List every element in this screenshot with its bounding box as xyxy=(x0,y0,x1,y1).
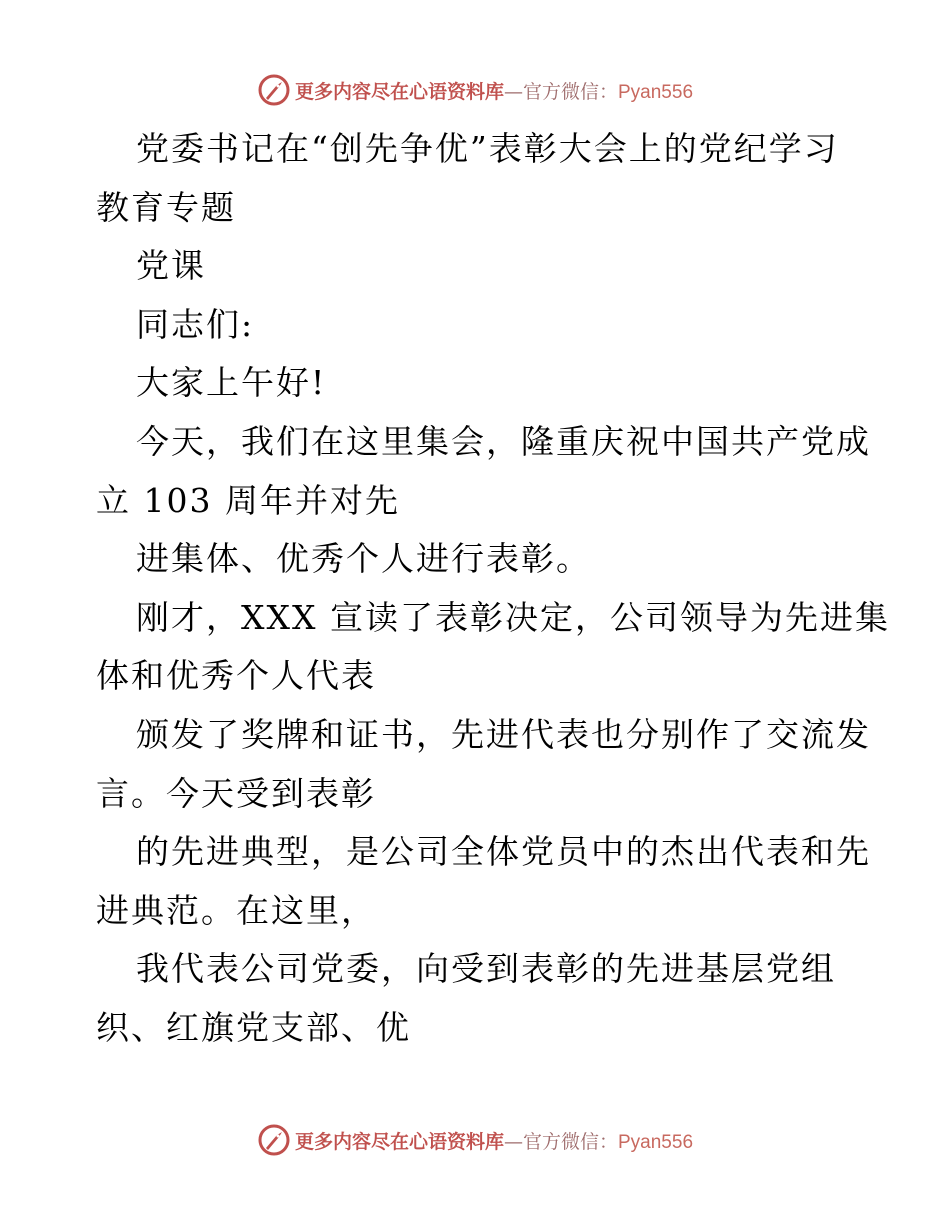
body-line: 立 103 周年并对先 xyxy=(96,480,400,520)
footer-banner-wechat-id: Pyan556 xyxy=(618,1131,694,1153)
body-line: 进集体、优秀个人进行表彰。 xyxy=(136,539,591,579)
body-line: 同志们: xyxy=(136,304,255,344)
body-line: 颁发了奖牌和证书，先进代表也分别作了交流发 xyxy=(136,714,871,754)
header-banner xyxy=(0,70,950,110)
footer-banner-sub: 官方微信： xyxy=(522,1130,618,1153)
header-banner-text xyxy=(295,77,693,104)
body-line: 织、红旗党支部、优 xyxy=(96,1007,411,1047)
body-line: 党委书记在“创先争优”表彰大会上的党纪学习 xyxy=(136,129,839,168)
pen-nib-circle-icon xyxy=(257,73,291,107)
body-line: 教育专题 xyxy=(96,187,236,227)
body-line: 体和优秀个人代表 xyxy=(96,656,376,696)
body-line: 的先进典型，是公司全体党员中的杰出代表和先 xyxy=(136,832,871,872)
header-banner-main: 更多内容尽在心语资料库 xyxy=(294,80,504,103)
body-line: 进典范。在这里， xyxy=(96,890,376,930)
footer-banner xyxy=(0,1120,950,1160)
body-line: 大家上午好! xyxy=(136,363,327,403)
header-banner-dash: — xyxy=(503,80,523,103)
footer-banner-dash: — xyxy=(503,1130,523,1153)
header-banner-wechat-id: Pyan556 xyxy=(618,81,694,103)
header-banner-sub: 官方微信： xyxy=(522,80,618,103)
body-line: 刚才，XXX 宣读了表彰决定，公司领导为先进集 xyxy=(136,597,890,637)
footer-banner-main: 更多内容尽在心语资料库 xyxy=(294,1130,504,1153)
body-line: 言。今天受到表彰 xyxy=(96,773,376,813)
footer-banner-text xyxy=(295,1127,693,1154)
body-line: 今天，我们在这里集会，隆重庆祝中国共产党成 xyxy=(136,421,871,461)
pen-nib-circle-icon xyxy=(257,1123,291,1157)
body-line: 党课 xyxy=(136,246,206,286)
document-body xyxy=(96,120,890,1058)
body-line: 我代表公司党委，向受到表彰的先进基层党组 xyxy=(136,949,836,989)
